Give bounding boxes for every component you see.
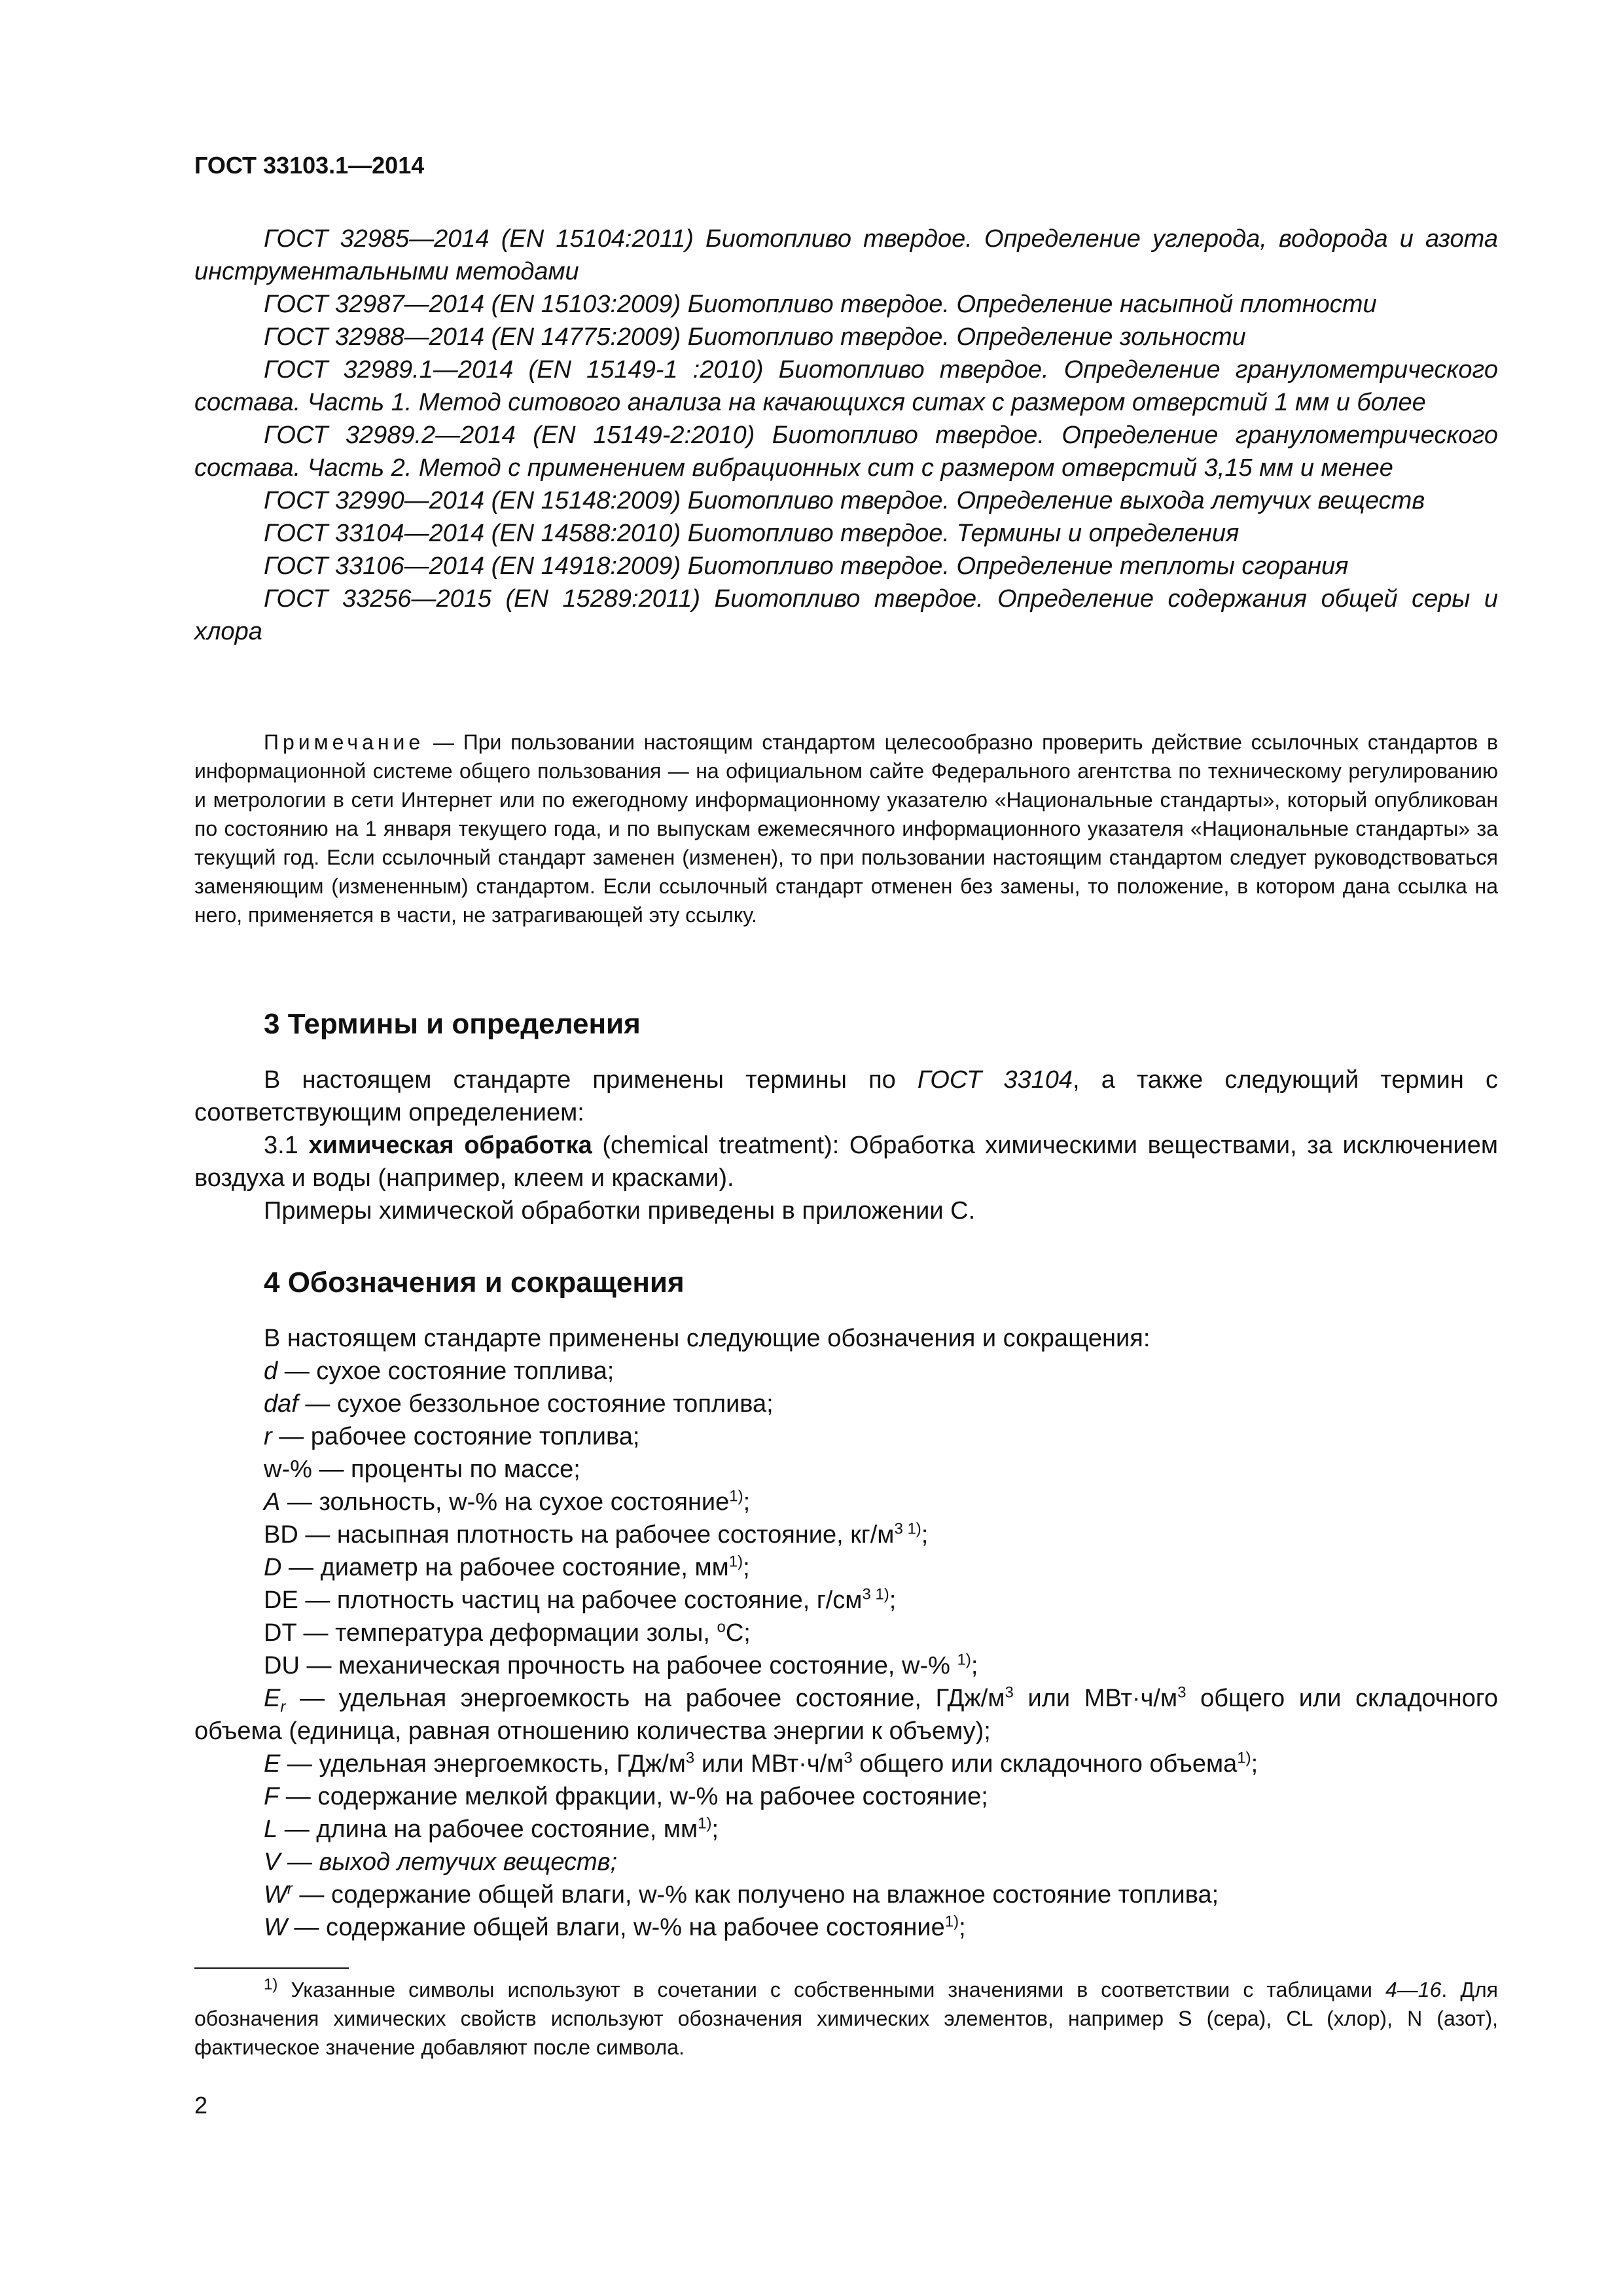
reference-item: ГОСТ 32985—2014 (EN 15104:2011) Биотопливо твердое. Определение углерода, водорода и азота инструментальными методами xyxy=(194,225,1498,285)
symbol-item xyxy=(194,1911,1498,1944)
symbols-list xyxy=(194,1322,1498,1944)
footnote-ref: 1) xyxy=(944,1912,959,1931)
document-header: ГОСТ 33103.1—2014 xyxy=(194,152,425,179)
reference-item: ГОСТ 33256—2015 (EN 15289:2011) Биотопливо твердое. Определение содержания общей серы и хлора xyxy=(194,585,1498,645)
section-3-intro xyxy=(194,1064,1498,1129)
symbol-text: — сухое беззольное состояние топлива; xyxy=(298,1390,774,1418)
superscript: 3 1) xyxy=(862,1585,889,1604)
symbol-text: BD — насыпная плотность на рабочее состояние, кг/м xyxy=(264,1521,895,1549)
intro-text: , а также следующий термин с соответствующим определением: xyxy=(194,1066,1498,1126)
term-definition xyxy=(194,1129,1498,1194)
symbol: r xyxy=(264,1423,272,1450)
superscript: 3 xyxy=(1005,1683,1014,1702)
symbol-text: DU — механическая прочность на рабочее состояние, w-% xyxy=(264,1652,957,1679)
symbol-text: ; xyxy=(1251,1750,1258,1778)
note-text: — При пользовании настоящим стандартом целесообразно проверить действие ссылочных стандартов в информационной системе общего пользования — на официальном сайте Федерального агентства по техническому регулированию и метрологии в сети Интернет или по ежегодному информационному указателю «Национальные стандарты», который опубликован по состоянию на 1 января текущего года, и по выпускам ежемесячного информационного указателя «Национальные стандарты» за текущий год. Если ссылочный стандарт заменен (изменен), то при пользовании настоящим стандартом следует руководствоваться заменяющим (измененным) стандартом. Если ссылочный стандарт отменен без замены, то положение, в котором дана ссылка на него, применяется в части, не затрагивающей эту ссылку. xyxy=(194,730,1498,927)
symbol-text: ; xyxy=(971,1652,978,1679)
symbol-item xyxy=(194,1649,1498,1682)
symbol-text: общего или складочного объема (единица, равная отношению количества энергии к объему); xyxy=(194,1685,1498,1745)
symbol-text: — содержание общей влаги, w-% как получено на влажное состояние топлива; xyxy=(292,1881,1219,1909)
term-number: 3.1 xyxy=(264,1132,309,1159)
footnote-mark: 1) xyxy=(264,1975,278,1994)
symbol-text: ; xyxy=(921,1521,929,1549)
section-4-heading: 4 Обозначения и сокращения xyxy=(264,1266,685,1299)
symbol-item xyxy=(194,1780,1498,1813)
footnote-ref: 1) xyxy=(698,1814,712,1833)
symbol-text: ; xyxy=(743,1554,750,1581)
reference-item: ГОСТ 32990—2014 (EN 15148:2009) Биотопливо твердое. Определение выхода летучих веществ xyxy=(264,487,1425,514)
symbol-text: — рабочее состояние топлива; xyxy=(272,1423,640,1450)
symbol-text: DT — температура деформации золы, xyxy=(264,1619,717,1647)
degree-sign: о xyxy=(717,1618,726,1636)
note-paragraph xyxy=(194,728,1498,929)
reference-item: ГОСТ 33104—2014 (EN 14588:2010) Биотопливо твердое. Термины и определения xyxy=(264,520,1240,547)
term-examples: Примеры химической обработки приведены в приложении С. xyxy=(264,1197,976,1225)
page-number: 2 xyxy=(194,2092,208,2119)
superscript: 3 xyxy=(685,1749,695,1767)
symbol-subscript: r xyxy=(280,1698,286,1716)
symbol: E xyxy=(264,1685,281,1712)
section-3-body xyxy=(194,1064,1498,1227)
symbol-item xyxy=(194,1518,1498,1551)
footnote-ref: 1) xyxy=(728,1552,743,1571)
footnote-ref: 1) xyxy=(1237,1749,1251,1767)
symbol-item xyxy=(194,1420,1498,1453)
symbol-text: — содержание общей влаги, w-% на рабочее состояние xyxy=(287,1914,945,1941)
symbol-item xyxy=(194,1551,1498,1584)
symbol-text: V — выход летучих веществ; xyxy=(264,1848,618,1876)
symbol-text: — длина на рабочее состояние, мм xyxy=(277,1816,698,1843)
footnote-tables-ref: 4—16 xyxy=(1385,1978,1442,2001)
symbol-item xyxy=(194,1355,1498,1388)
superscript: 3 xyxy=(844,1749,853,1767)
symbol: W xyxy=(264,1914,287,1941)
symbol-text: — удельная энергоемкость, ГДж/м xyxy=(280,1750,686,1778)
symbol-item xyxy=(194,1584,1498,1617)
symbol-text: ; xyxy=(743,1488,751,1516)
footnote-text: . Для обозначения химических свойств используют обозначения химических элементов, например S (сера), CL (хлор), N (азот), фактическое значение добавляют после символа. xyxy=(194,1978,1499,2059)
footnote xyxy=(194,1975,1498,2062)
symbol-text: общего или складочного объема xyxy=(852,1750,1238,1778)
intro-reference: ГОСТ 33104 xyxy=(917,1066,1073,1094)
symbol-text: — зольность, w-% на сухое состояние xyxy=(280,1488,730,1516)
term-text: (chemical treatment): Обработка химическими веществами, за исключением воздуха и воды (например, клеем и красками). xyxy=(194,1132,1498,1192)
reference-item: ГОСТ 33106—2014 (EN 14918:2009) Биотопливо твердое. Определение теплоты сгорания xyxy=(264,552,1349,580)
reference-item: ГОСТ 32987—2014 (EN 15103:2009) Биотопливо твердое. Определение насыпной плотности xyxy=(264,291,1377,318)
intro-text: В настоящем стандарте применены термины по xyxy=(264,1066,918,1094)
symbol-superscript: r xyxy=(287,1880,293,1898)
footnote-ref: 1) xyxy=(957,1651,971,1669)
symbol-item xyxy=(194,1388,1498,1420)
symbol: daf xyxy=(264,1390,298,1418)
symbol-text: или МВт·ч/м xyxy=(1013,1685,1178,1712)
symbol: F xyxy=(264,1783,279,1810)
symbol-text: — диаметр на рабочее состояние, мм xyxy=(281,1554,729,1581)
reference-item: ГОСТ 32988—2014 (EN 14775:2009) Биотопливо твердое. Определение зольности xyxy=(264,323,1246,351)
symbols-intro: В настоящем стандарте применены следующие обозначения и сокращения: xyxy=(264,1325,1150,1352)
symbol: d xyxy=(264,1357,278,1385)
reference-item: ГОСТ 32989.2—2014 (EN 15149-2:2010) Биотопливо твердое. Определение гранулометрического состава. Часть 2. Метод с применением вибрационных сит с размером отверстий 3,15 мм и менее xyxy=(194,422,1498,482)
symbol: A xyxy=(264,1488,281,1516)
symbol-item xyxy=(194,1878,1498,1911)
symbol-text: ; xyxy=(711,1816,719,1843)
footnote-divider xyxy=(194,1967,349,1969)
symbol-text: ; xyxy=(889,1587,897,1614)
symbol-item xyxy=(194,1748,1498,1780)
symbol-text: — сухое состояние топлива; xyxy=(277,1357,615,1385)
symbol-item xyxy=(194,1846,1498,1878)
symbol: E xyxy=(264,1750,281,1778)
symbol-item xyxy=(194,1486,1498,1518)
note-label: Примечание xyxy=(264,730,425,754)
symbol-item xyxy=(194,1813,1498,1846)
symbol-text: или МВт·ч/м xyxy=(694,1750,844,1778)
symbol: W xyxy=(264,1881,287,1909)
symbol-text: DE — плотность частиц на рабочее состояние, г/см xyxy=(264,1587,863,1614)
symbol-item xyxy=(194,1617,1498,1649)
symbol-text: — содержание мелкой фракции, w-% на рабочее состояние; xyxy=(279,1783,988,1810)
reference-item: ГОСТ 32989.1—2014 (EN 15149-1 :2010) Биотопливо твердое. Определение гранулометрического состава. Часть 1. Метод ситового анализа на качающихся ситах с размером отверстий 1 мм и более xyxy=(194,356,1498,416)
symbol-item xyxy=(194,1682,1498,1748)
footnote-ref: 1) xyxy=(729,1487,743,1505)
term-name: химическая обработка xyxy=(308,1132,592,1159)
symbol-text: — удельная энергоемкость на рабочее состояние, ГДж/м xyxy=(285,1685,1005,1712)
symbol: L xyxy=(264,1816,278,1843)
footnote-text: Указанные символы используют в сочетании с собственными значениями в соответствии с таблицами xyxy=(277,1978,1385,2001)
symbol-item: w-% — проценты по массе; xyxy=(264,1456,580,1483)
superscript: 3 1) xyxy=(894,1520,921,1538)
section-3-heading: 3 Термины и определения xyxy=(264,1008,641,1040)
superscript: 3 xyxy=(1177,1683,1186,1702)
symbol: D xyxy=(264,1554,282,1581)
symbol-text: ; xyxy=(959,1914,966,1941)
normative-references-list xyxy=(194,223,1498,648)
symbol-text: С; xyxy=(725,1619,751,1647)
